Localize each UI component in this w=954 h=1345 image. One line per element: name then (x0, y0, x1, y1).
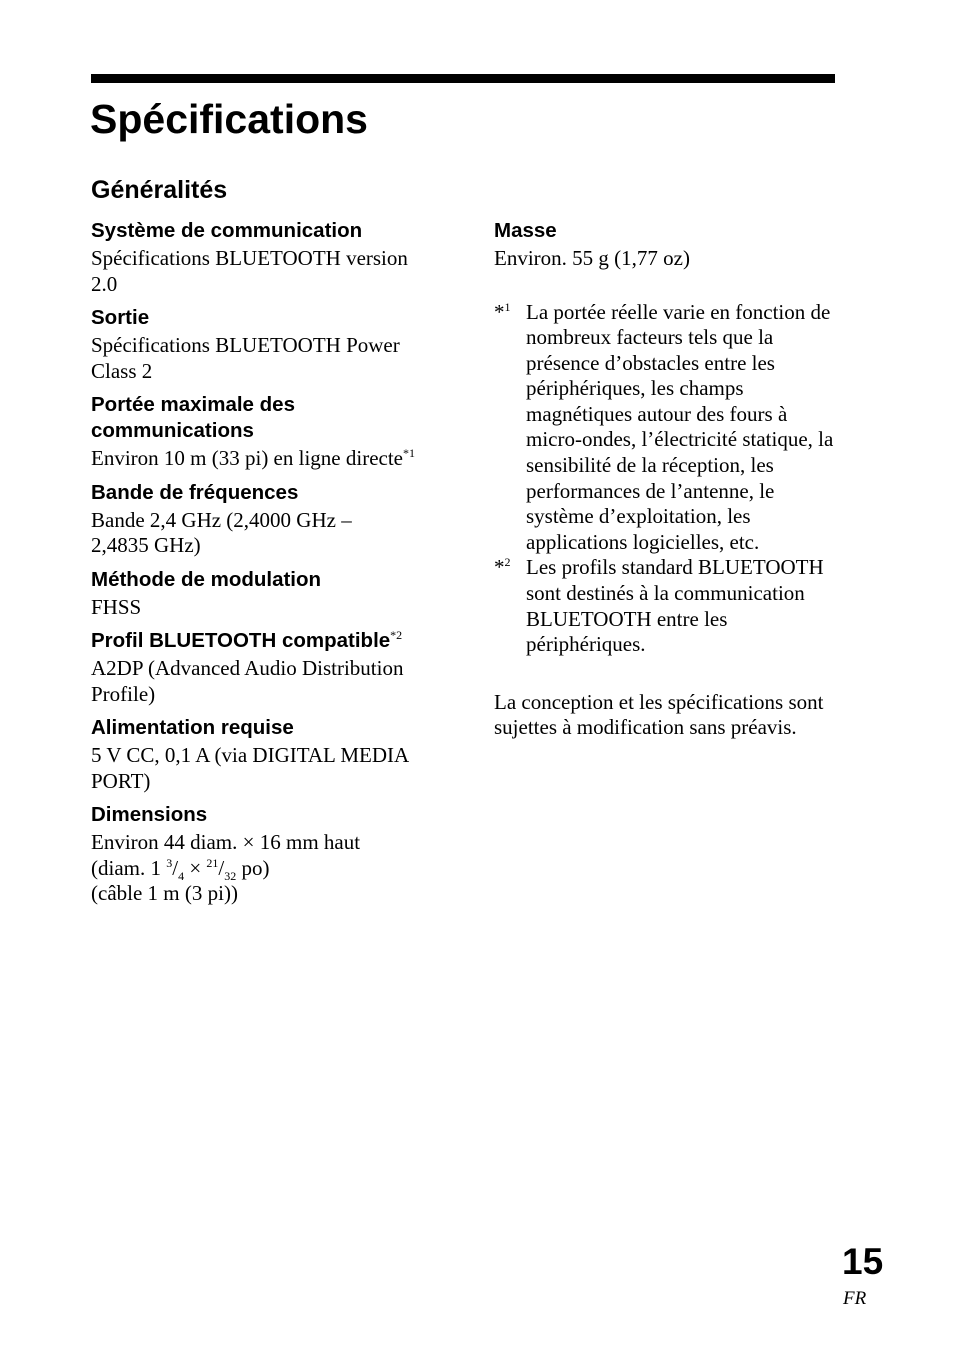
footnote-1 (494, 300, 839, 556)
spec-max-range (91, 392, 436, 472)
footnote-2 (494, 555, 839, 657)
spec-label: Sortie (91, 306, 150, 329)
spec-label (91, 628, 436, 654)
spec-label: Dimensions (91, 803, 208, 826)
footnote-ref: *1 (403, 446, 415, 460)
specs-right-column (494, 218, 839, 762)
section-heading: Généralités (91, 176, 228, 204)
spec-value-text: Environ 10 m (33 pi) en ligne directe (91, 446, 403, 470)
spec-communication-system (91, 218, 436, 297)
specs-left-column (91, 218, 436, 915)
spec-value: A2DP (Advanced Audio Distribution Profile) (91, 656, 404, 706)
spec-value: 5 V CC, 0,1 A (via DIGITAL MEDIA PORT) (91, 743, 409, 793)
spec-label: Portée maximale des communications (91, 393, 295, 442)
change-notice: La conception et les spécifications sont sujettes à modification sans préavis. (494, 689, 824, 740)
dimension-prefix: (diam. 1 (91, 855, 167, 880)
footnote-mark: *$^1$ (494, 299, 511, 324)
title-rule (91, 74, 835, 83)
footnote-text: La portée réelle varie en fonction de nombreux facteurs tels que la présence d’obstacles entre les périphériques, les champs magnétiques autour des fours à micro-ondes, l’électricité statique, la sensibilité de la réception, les performances de l’antenne, le système d’exploitation, les applications logicielles, etc. (526, 299, 834, 554)
page-title: Spécifications (90, 96, 368, 142)
spec-mass (494, 218, 839, 272)
fraction-numerator: 3 (166, 855, 173, 870)
spec-label: Alimentation requise (91, 716, 294, 739)
fraction-denominator: 4 (178, 868, 185, 883)
spec-value: Spécifications BLUETOOTH version 2.0 (91, 246, 408, 296)
spec-modulation (91, 567, 436, 621)
language-code: FR (843, 1288, 867, 1309)
spec-value: FHSS (91, 594, 142, 619)
spec-label: Masse (494, 219, 557, 242)
times-sign: × (184, 855, 207, 880)
footnote-mark: *$^2$ (494, 555, 511, 580)
footnote-number: 2 (504, 555, 511, 570)
spec-profile (91, 628, 436, 707)
spec-value-line: Bande 2,4 GHz (2,4000 GHz – (91, 507, 352, 532)
spec-label: Bande de fréquences (91, 480, 299, 504)
footnote-number: 1 (504, 299, 511, 314)
spec-label-text: Profil BLUETOOTH compatible (91, 629, 391, 652)
spec-frequency-band (91, 480, 436, 559)
fraction-numerator: 21 (206, 855, 219, 870)
spec-power (91, 715, 436, 794)
spec-value-line: Environ 44 diam. × 16 mm haut (91, 830, 361, 854)
spec-value-line: 2,4835 GHz) (91, 533, 201, 557)
spec-value (91, 508, 436, 559)
spec-value: Spécifications BLUETOOTH Power Class 2 (91, 333, 400, 383)
footnote-ref: *2 (390, 628, 403, 643)
page-number: 15 (842, 1241, 884, 1282)
footnote-text: Les profils standard BLUETOOTH sont destinés à la communication BLUETOOTH entre les périphériques. (526, 555, 824, 657)
spec-value: Environ 44 diam. × 16 mm haut (diam. 1 $^3/_4 \times ^{21}/_{32}$ po) (câble 1 m (3 pi)) (91, 830, 361, 905)
footnotes (494, 300, 839, 658)
spec-label: Système de communication (91, 219, 363, 242)
spec-output (91, 305, 436, 384)
spec-label: Méthode de modulation (91, 567, 322, 591)
spec-dimensions (91, 802, 436, 907)
fraction-denominator: 32 (224, 868, 237, 883)
dimension-suffix: po) (236, 855, 270, 880)
spec-value (91, 446, 436, 472)
spec-value: Environ. 55 g (1,77 oz) (494, 246, 690, 270)
spec-value-line: (câble 1 m (3 pi)) (91, 881, 238, 905)
